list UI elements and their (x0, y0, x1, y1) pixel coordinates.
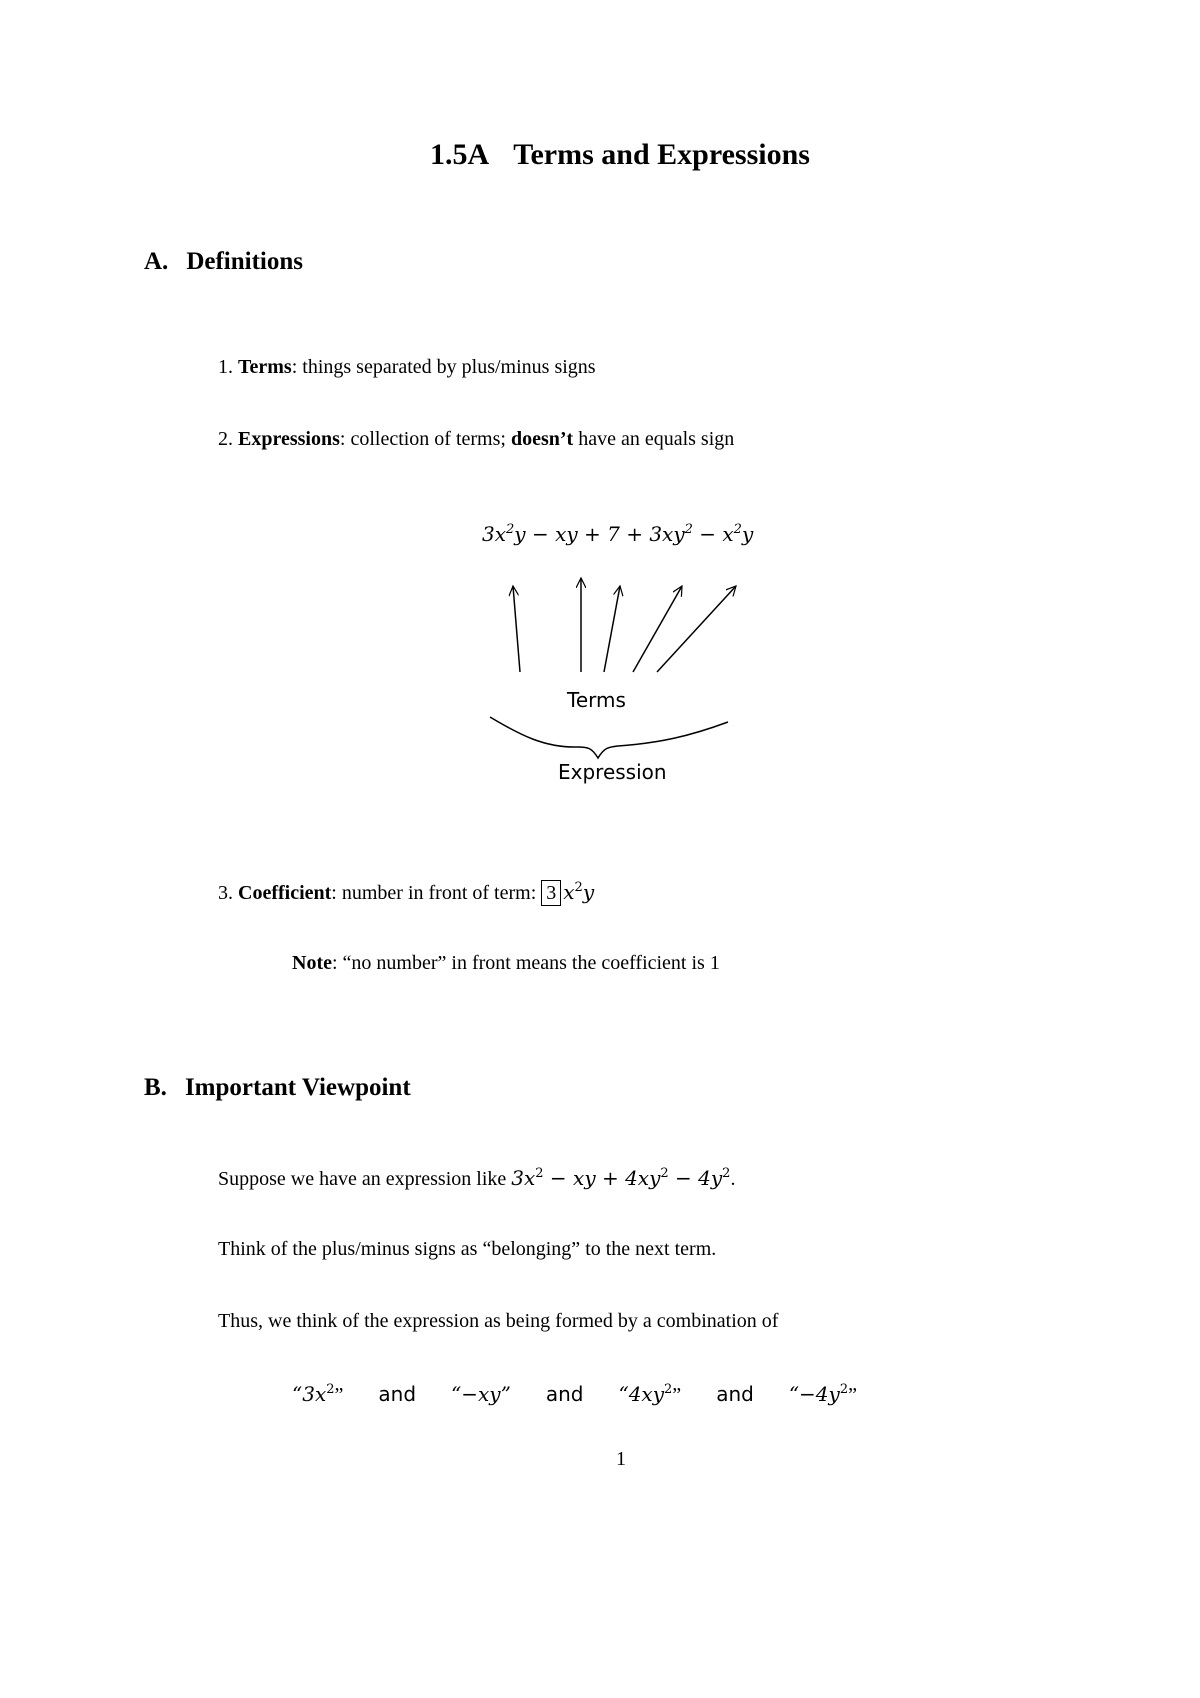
coefficient-definition: : number in front of term: (331, 882, 542, 904)
note-text: : “no number” in front means the coefficient is 1 (331, 952, 720, 974)
line1-exp: 2 (660, 1166, 669, 1181)
expression-label: Expressions (238, 428, 340, 450)
page-number: 1 (616, 1448, 626, 1470)
arrow-term-3 (604, 586, 620, 672)
expr-part: y (741, 522, 754, 546)
section-b-letter: B. (144, 1074, 167, 1101)
viewpoint-line-3: Thus, we think of the expression as being formed by a combination of (218, 1310, 779, 1332)
item-number: 3. (218, 882, 233, 904)
quoted-term-1: “3x (292, 1382, 327, 1406)
expression-label: Expression (558, 760, 667, 784)
quoted-term-3-exp: 2 (664, 1382, 673, 1397)
line1-text: Suppose we have an expression like (218, 1168, 512, 1190)
item-number: 1. (218, 356, 233, 378)
and-word: and (378, 1382, 417, 1406)
expr-part: y − xy + 7 + 3xy (514, 522, 685, 546)
expression-definition-end: have an equals sign (573, 428, 735, 450)
terms-label: Terms (567, 688, 626, 712)
section-b-heading (144, 1074, 411, 1102)
quote-close: ” (848, 1384, 858, 1406)
quoted-term-4-exp: 2 (839, 1382, 849, 1397)
quote-close: ” (672, 1384, 682, 1406)
title-number: 1.5A (430, 138, 490, 171)
and-word: and (716, 1382, 754, 1406)
arrow-term-4 (633, 586, 682, 672)
line1-math: − xy + 4xy (543, 1166, 661, 1190)
quoted-term-1-exp: 2 (326, 1382, 335, 1397)
line1-math: − 4y (668, 1166, 723, 1190)
section-b-title: Important Viewpoint (184, 1074, 411, 1101)
arrow-term-5 (657, 586, 736, 672)
and-word: and (545, 1382, 584, 1406)
quoted-term-2: “−xy” (451, 1382, 511, 1406)
expr-part: − x (692, 522, 734, 546)
boxed-coefficient: 3 (541, 880, 561, 906)
line1-exp: 2 (535, 1166, 544, 1181)
doesnt-emphasis: doesn’t (510, 428, 574, 450)
coefficient-var: x (563, 880, 575, 904)
term-definition: : things separated by plus/minus signs (291, 356, 596, 378)
line1-exp: 2 (722, 1166, 731, 1181)
coefficient-label: Coefficient (238, 882, 332, 904)
expr-exponent: 2 (506, 522, 515, 537)
viewpoint-line-1 (218, 1166, 735, 1191)
expr-exponent: 2 (684, 522, 693, 537)
note-label: Note (292, 952, 332, 974)
expr-part: 3x (482, 522, 507, 546)
term-label: Terms (238, 356, 292, 378)
expr-exponent: 2 (733, 522, 742, 537)
coefficient-exp: 2 (574, 880, 583, 895)
coefficient-note (292, 952, 720, 975)
section-a-letter: A. (144, 248, 169, 275)
definition-coefficient (218, 880, 594, 906)
title-text: Terms and Expressions (513, 138, 810, 171)
line1-math: 3x (511, 1166, 536, 1190)
line1-period: . (730, 1168, 736, 1190)
expression-brace (490, 717, 728, 758)
expression-definition: : collection of terms; (339, 428, 511, 450)
quoted-term-3: “4xy (618, 1382, 665, 1406)
quote-close: ” (334, 1384, 344, 1406)
section-a-title: Definitions (186, 248, 303, 275)
item-number: 2. (218, 428, 233, 450)
terms-combination-row (292, 1382, 857, 1407)
coefficient-var2: y (582, 880, 595, 904)
arrow-term-1 (513, 586, 520, 672)
viewpoint-line-2: Think of the plus/minus signs as “belonging” to the next term. (218, 1238, 717, 1260)
quoted-term-4: “−4y (788, 1382, 840, 1406)
